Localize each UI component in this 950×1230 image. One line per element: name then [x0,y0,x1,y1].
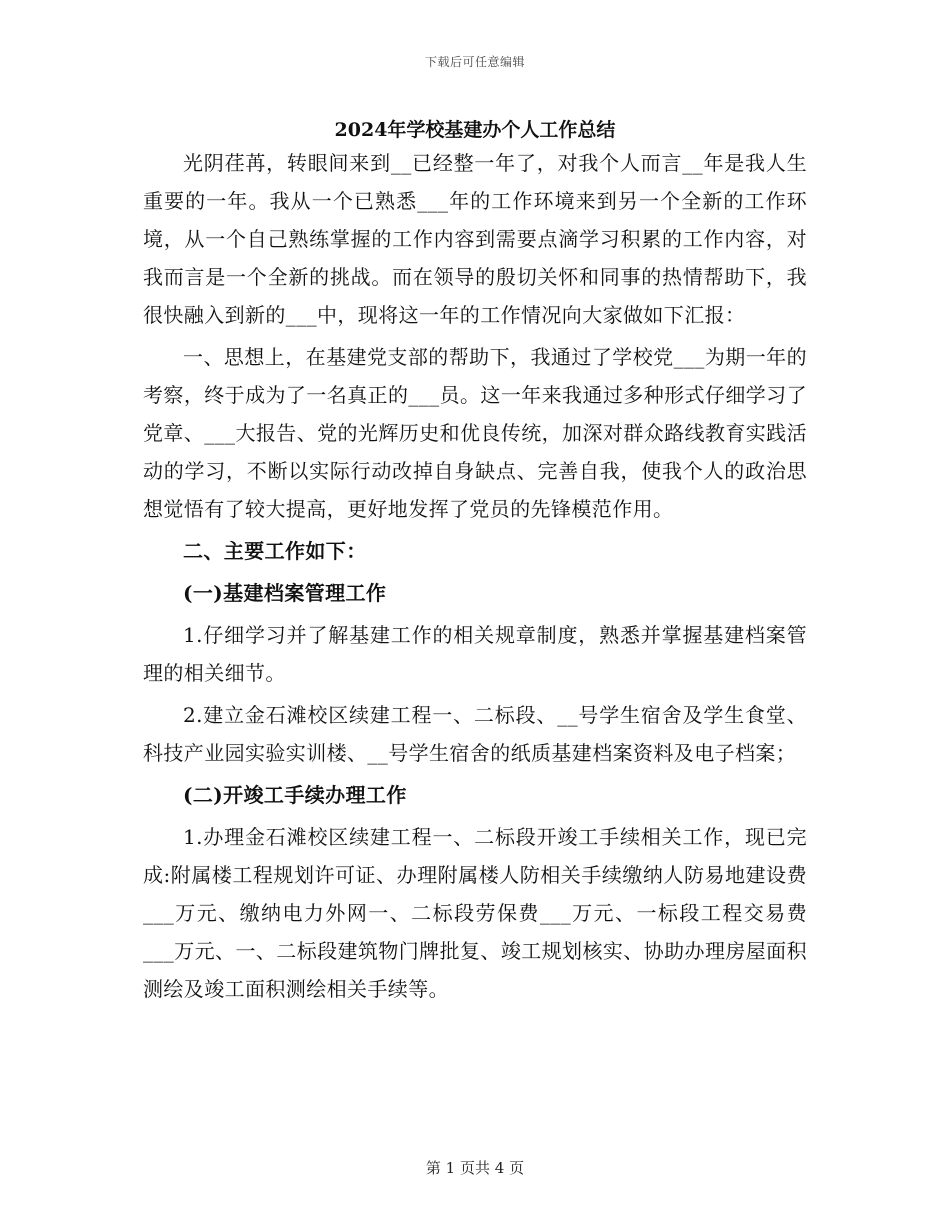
section-2-heading: 二、主要工作如下： [183,539,367,563]
section-1-paragraph: 一、思想上，在基建党支部的帮助下，我通过了学校党___为期一年的考察，终于成为了一名真正的___员。这一年来我通过多种形式仔细学习了党章、___大报告、党的光辉历史和优良传统，加深对群众路线教育实践活动的学习，不断以实际行动改掉自身缺点、完善自我，使我个人的政治思想觉悟有了较大提高，更好地发挥了党员的先锋模范作用。 [143,345,807,521]
header-note: 下载后可任意编辑 [424,55,525,69]
document-title: 2024年学校基建办个人工作总结 [334,119,616,141]
page-number: 第 1 页共 4 页 [425,1159,525,1177]
document-body [143,144,807,1008]
subsection-1-item-1: 1.仔细学习并了解基建工作的相关规章制度，熟悉并掌握基建档案管理的相关细节。 [143,623,807,685]
subsection-2-heading: (二)开竣工手续办理工作 [183,783,407,807]
subsection-1-heading: (一)基建档案管理工作 [183,581,387,605]
subsection-2-item-1: 1.办理金石滩校区续建工程一、二标段开竣工手续相关工作，现已完成:附属楼工程规划许可证、办理附属楼人防相关手续缴纳人防易地建设费___万元、缴纳电力外网一、二标段劳保费___万元、一标段工程交易费___万元、一、二标段建筑物门牌批复、竣工规划核实、协助办理房屋面积测绘及竣工面积测绘相关手续等。 [143,825,807,1001]
intro-paragraph: 光阴荏苒，转眼间来到__已经整一年了，对我个人而言__年是我人生重要的一年。我从一个已熟悉___年的工作环境来到另一个全新的工作环境，从一个自己熟练掌握的工作内容到需要点滴学习积累的工作内容，对我而言是一个全新的挑战。而在领导的殷切关怀和同事的热情帮助下，我很快融入到新的___中，现将这一年的工作情况向大家做如下汇报： [143,151,807,327]
subsection-1-item-2: 2.建立金石滩校区续建工程一、二标段、__号学生宿舍及学生食堂、科技产业园实验实训楼、__号学生宿舍的纸质基建档案资料及电子档案； [143,703,807,765]
